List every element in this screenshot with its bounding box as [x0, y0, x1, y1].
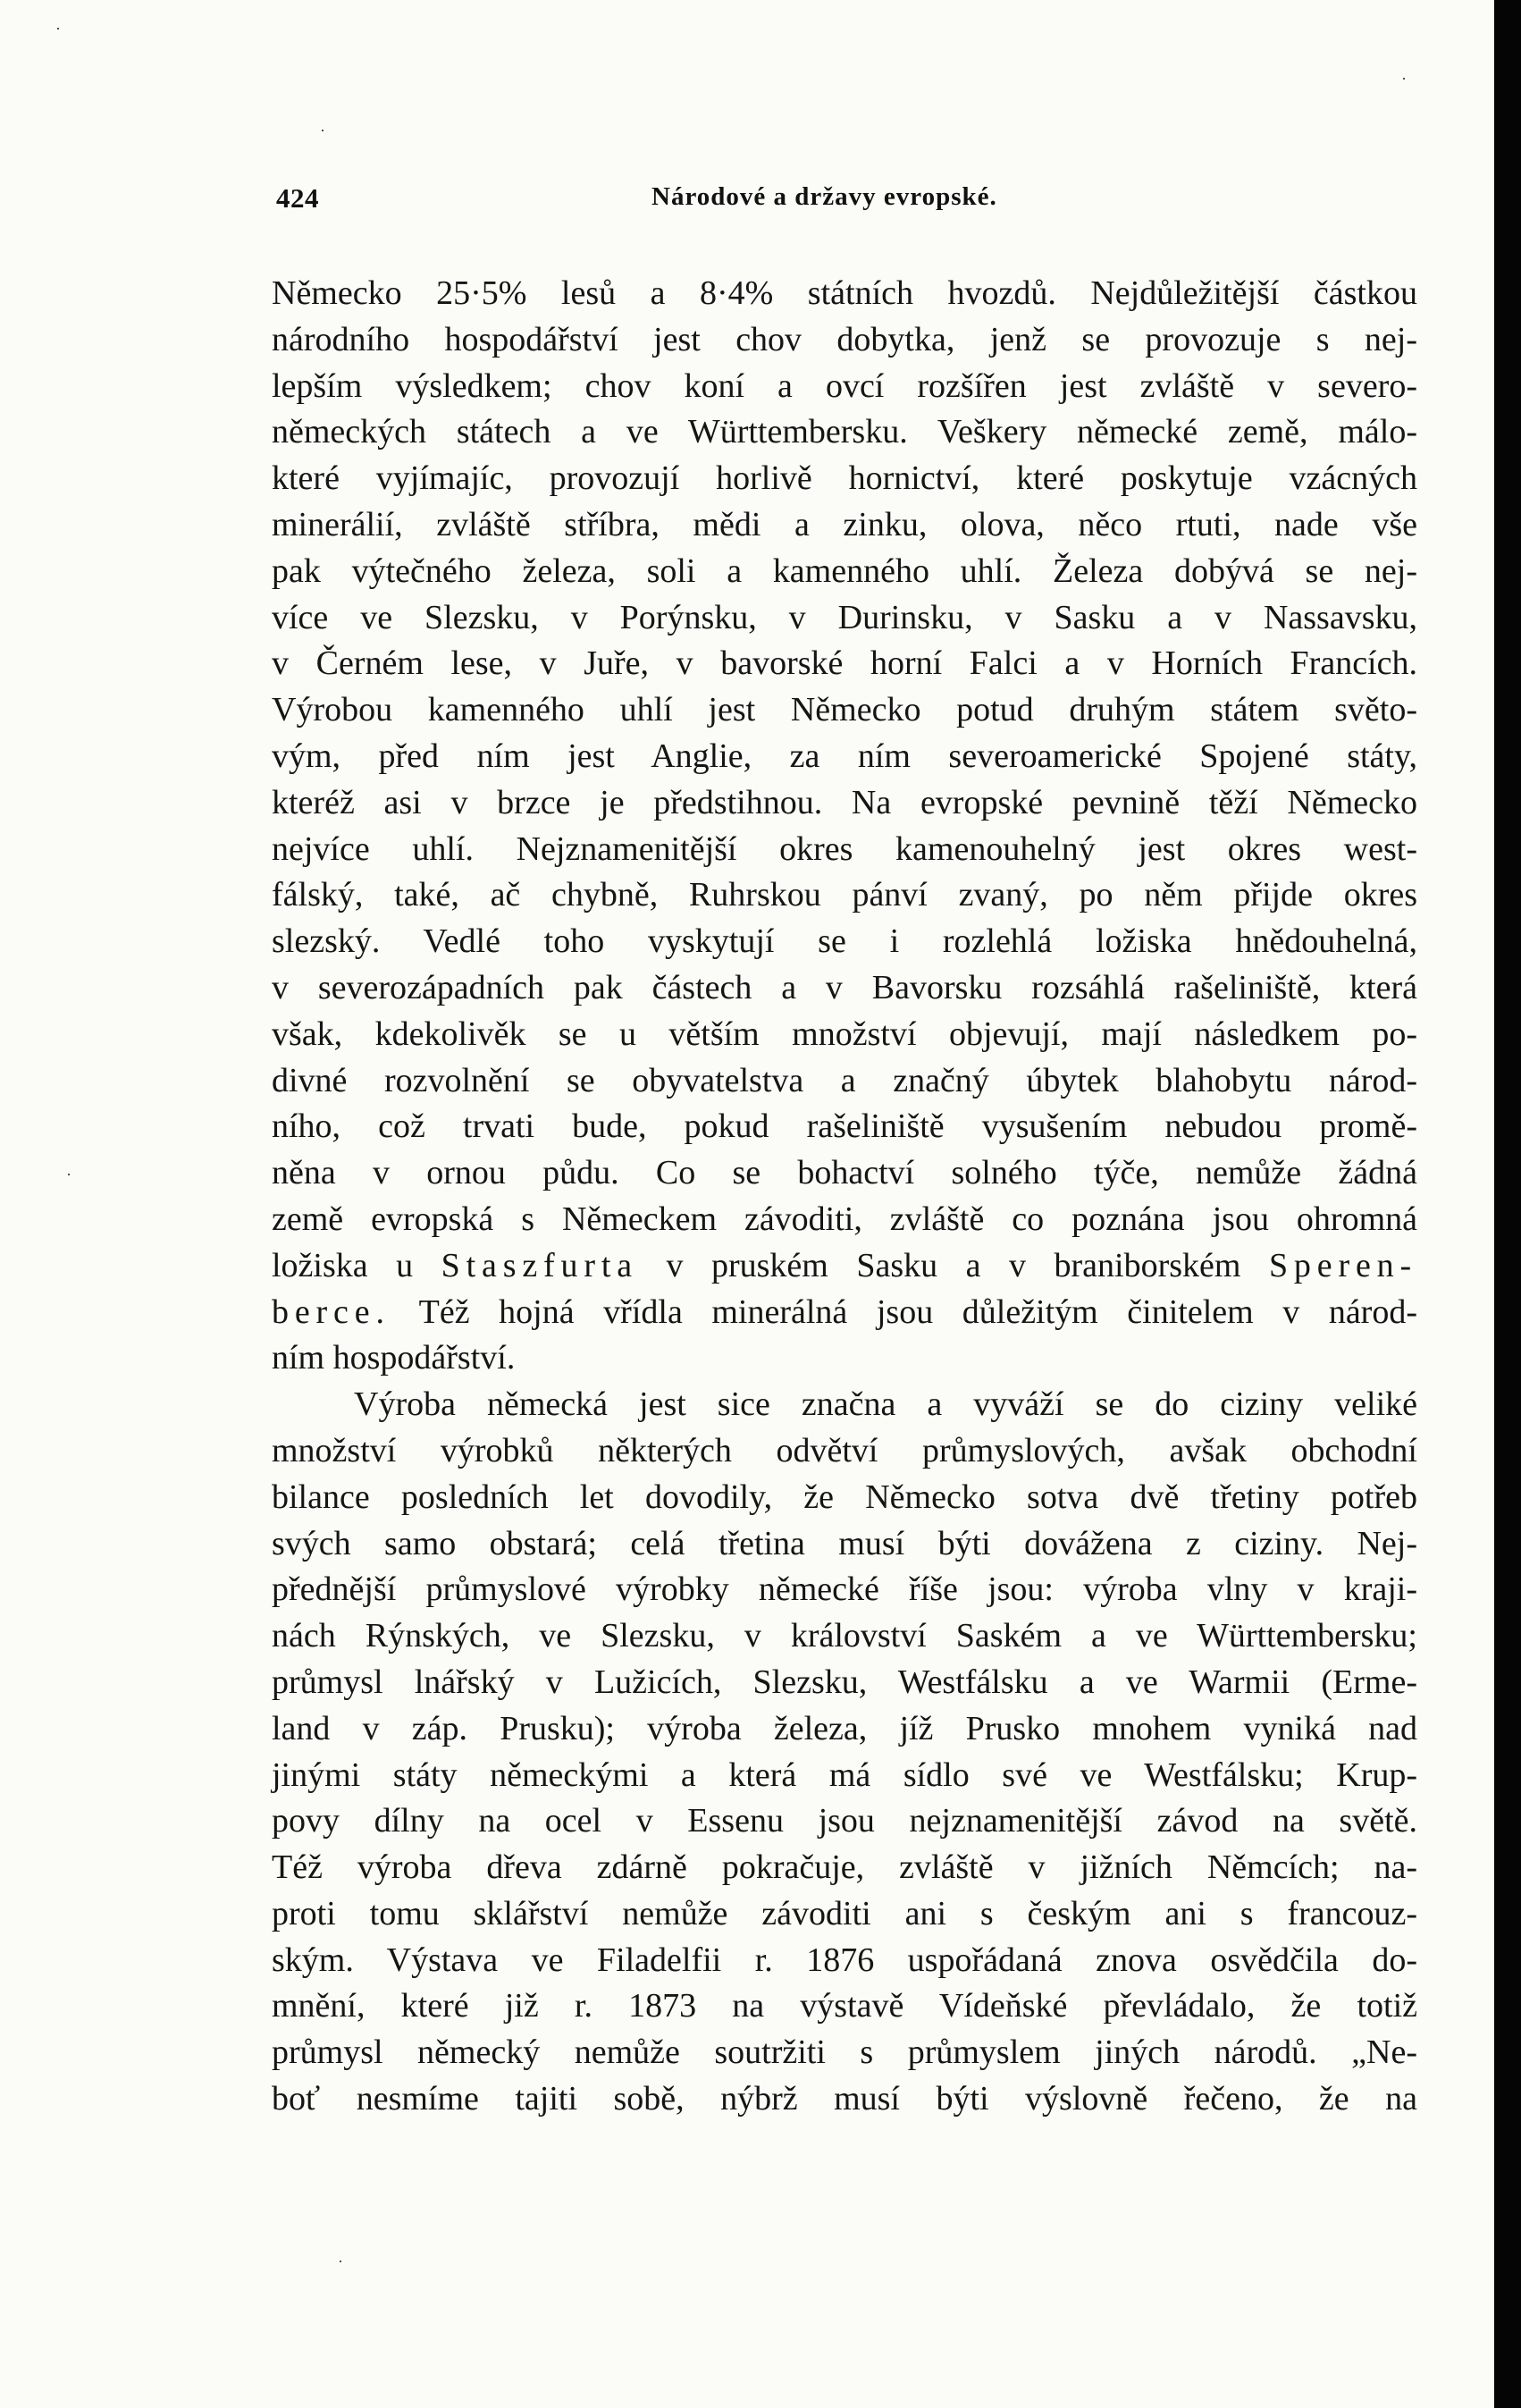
text-fragment: Též hojná vřídla minerálná jsou důležitým činitelem v národ- [390, 1292, 1417, 1331]
text-line: více ve Slezsku, v Porýnsku, v Durinsku, v Sasku a v Nassavsku, [272, 598, 1417, 636]
place-name-sperenberg-end: berce. [272, 1292, 391, 1331]
text-line: bilance posledních let dovodily, že Německo sotva dvě třetiny potřeb [272, 1478, 1417, 1516]
text-line: nách Rýnských, ve Slezsku, v království Saském a ve Württembersku; [272, 1617, 1417, 1655]
text-line: jinými státy německými a která má sídlo své ve Westfálsku; Krup- [272, 1755, 1417, 1794]
text-line: přednější průmyslové výrobky německé říše jsou: výroba vlny v kraji- [272, 1570, 1417, 1609]
text-fragment: ložiska u [272, 1246, 441, 1284]
place-name-staszfurt: Staszfurta [441, 1246, 638, 1284]
text-line: které vyjímajíc, provozují horlivě hornictví, které poskytuje vzácných [272, 459, 1417, 498]
text-line: Výrobou kamenného uhlí jest Německo potud druhým státem světo- [272, 691, 1417, 729]
text-line: vým, před ním jest Anglie, za ním severoamerické Spojené státy, [272, 737, 1417, 775]
paragraph-2 [272, 1382, 1417, 2123]
text-line: mnění, které již r. 1873 na výstavě Vídeňské převládalo, že totiž [272, 1987, 1417, 2025]
text-line: Výroba německá jest sice značna a vyváží se do ciziny veliké [354, 1385, 1417, 1424]
page-number: 424 [276, 182, 319, 214]
text-line: Též výroba dřeva zdárně pokračuje, zvláště v jižních Němcích; na- [272, 1848, 1417, 1887]
text-line: ským. Výstava ve Filadelfii r. 1876 uspořádaná znova osvědčila do- [272, 1941, 1417, 1979]
text-line: však, kdekolivěk se u větším množství objevují, mají následkem po- [272, 1015, 1417, 1053]
text-line: Německo 25·5% lesů a 8·4% státních hvozdů. Nejdůležitější částkou [272, 274, 1417, 312]
body-text [272, 271, 1417, 2123]
text-line: minerálií, zvláště stříbra, mědi a zinku, olova, něco rtuti, nade vše [272, 505, 1417, 543]
text-line: množství výrobků některých odvětví průmyslových, avšak obchodní [272, 1431, 1417, 1469]
speck: · [1401, 70, 1407, 88]
text-fragment: v pruském Sasku a v braniborském [638, 1246, 1269, 1284]
text-line: proti tomu sklářství nemůže závoditi ani s českým ani s francouz- [272, 1894, 1417, 1932]
text-line: boť nesmíme tajiti sobě, nýbrž musí býti výslovně řečeno, že na [272, 2080, 1417, 2118]
scan-edge [1494, 0, 1521, 2408]
text-line: lepším výsledkem; chov koní a ovcí rozšířen jest zvláště v severo- [272, 366, 1417, 405]
text-line [272, 1243, 1417, 1290]
text-line: fálský, také, ač chybně, Ruhrskou pánví zvaný, po něm přijde okres [272, 876, 1417, 914]
text-line: ního, což trvati bude, pokud rašeliniště vysušením nebudou promě- [272, 1107, 1417, 1146]
text-line: slezský. Vedlé toho vyskytují se i rozlehlá ložiska hnědouhelná, [272, 922, 1417, 961]
text-line: povy dílny na ocel v Essenu jsou nejznamenitější závod na světě. [272, 1802, 1417, 1840]
text-line: něna v ornou půdu. Co se bohactví solného týče, nemůže žádná [272, 1154, 1417, 1192]
text-line: nejvíce uhlí. Nejznamenitější okres kamenouhelný jest okres west- [272, 829, 1417, 868]
paragraph-1 [272, 271, 1417, 1382]
text-line: land v záp. Prusku); výroba železa, jíž Prusko mnohem vyniká nad [272, 1709, 1417, 1747]
text-line: divné rozvolnění se obyvatelstva a značný úbytek blahobytu národ- [272, 1061, 1417, 1099]
text-line: kteréž asi v brzce je předstihnou. Na evropské pevnině těží Německo [272, 783, 1417, 821]
text-line: průmysl lnářský v Lužicích, Slezsku, Westfálsku a ve Warmii (Erme- [272, 1663, 1417, 1701]
text-line: svých samo obstará; celá třetina musí býti dovážena z ciziny. Nej- [272, 1524, 1417, 1562]
text-line: pak výtečného železa, soli a kamenného uhlí. Železa dobývá se nej- [272, 551, 1417, 590]
text-line: národního hospodářství jest chov dobytka, jenž se provozuje s nej- [272, 320, 1417, 358]
speck: · [55, 20, 61, 38]
page-header [276, 182, 1400, 227]
text-line: země evropská s Německem závoditi, zvláště co poznána jsou ohromná [272, 1200, 1417, 1238]
place-name-sperenberg: Speren- [1268, 1246, 1418, 1284]
speck: · [338, 2252, 343, 2270]
speck: · [320, 122, 325, 139]
speck: · [66, 1166, 71, 1183]
text-line: ním hospodářství. [272, 1339, 516, 1377]
running-title: Národové a državy evropské. [651, 182, 997, 211]
text-line: v Černém lese, v Juře, v bavorské horní Falci a v Horních Francích. [272, 644, 1417, 683]
text-line: německých státech a ve Württembersku. Veškery německé země, málo- [272, 413, 1417, 451]
text-line: v severozápadních pak částech a v Bavorsku rozsáhlá rašeliniště, která [272, 968, 1417, 1006]
text-line [272, 1290, 1417, 1336]
text-line: průmysl německý nemůže soutržiti s průmyslem jiných národů. „Ne- [272, 2033, 1417, 2072]
